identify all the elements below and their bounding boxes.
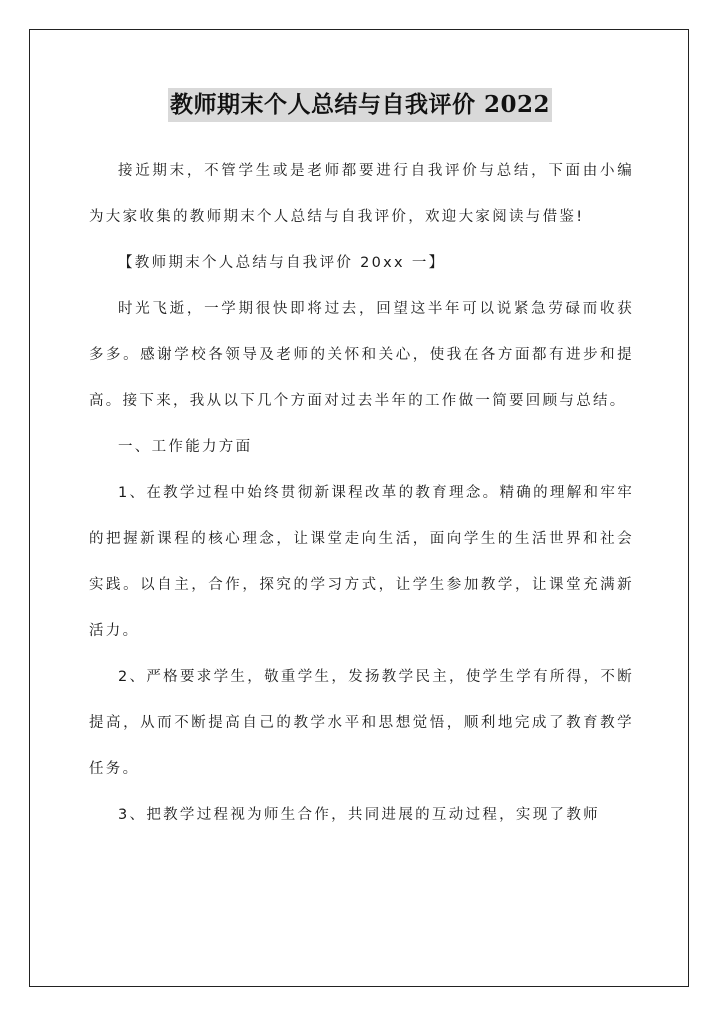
document-title: 教师期末个人总结与自我评价 2022 [168,88,552,122]
opening-paragraph: 时光飞逝，一学期很快即将过去，回望这半年可以说紧急劳碌而收获多多。感谢学校各领导及老师的关怀和关心，使我在各方面都有进步和提高。接下来，我从以下几个方面对过去半年的工作做一简要回顾与总结。 [89,301,634,409]
point-2-paragraph: 2、严格要求学生，敬重学生，发扬教学民主，使学生学有所得，不断提高，从而不断提高自己的教学水平和思想觉悟，顺利地完成了教育教学任务。 [89,669,634,777]
point-1-paragraph: 1、在教学过程中始终贯彻新课程改革的教育理念。精确的理解和牢牢的把握新课程的核心理念，让课堂走向生活，面向学生的生活世界和社会实践。以自主，合作，探究的学习方式，让学生参加教学，让课堂充满新活力。 [89,485,634,639]
title-container [0,88,720,122]
intro-paragraph: 接近期末，不管学生或是老师都要进行自我评价与总结，下面由小编为大家收集的教师期末个人总结与自我评价，欢迎大家阅读与借鉴! [89,163,634,225]
section-heading-work-ability: 一、工作能力方面 [118,439,253,455]
document-body [89,148,634,838]
point-3-paragraph: 3、把教学过程视为师生合作，共同进展的互动过程，实现了教师 [118,807,600,823]
section-heading-bracket: 【教师期末个人总结与自我评价 20xx 一】 [118,255,446,271]
